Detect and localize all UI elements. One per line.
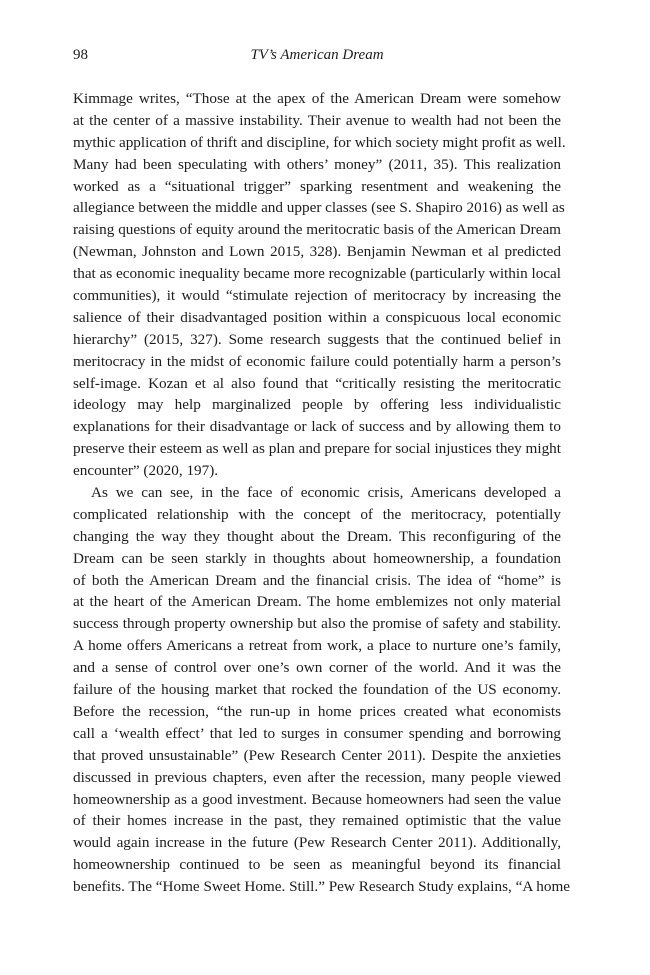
text-line: salience of their disadvantaged position within a conspicuous local economic — [73, 308, 561, 326]
text-line: failure of the housing market that rocked the foundation of the US economy. — [73, 681, 561, 699]
text-line: (Newman, Johnston and Lown 2015, 328). Benjamin Newman et al predicted — [73, 243, 561, 261]
text-line: explanations for their disadvantage or lack of success and by allowing them to — [73, 418, 561, 436]
text-line: would again increase in the future (Pew Research Center 2011). Additionally, — [73, 834, 561, 852]
text-line: homeownership as a good investment. Because homeowners had seen the value — [73, 790, 561, 808]
text-line: of both the American Dream and the financial crisis. The idea of “home” is — [73, 571, 561, 589]
text-line: call a ‘wealth effect’ that led to surges in consumer spending and borrowing — [73, 724, 561, 742]
text-line: mythic application of thrift and discipline, for which society might profit as well. — [73, 133, 566, 151]
text-line: of their homes increase in the past, they remained optimistic that the value — [73, 812, 561, 830]
text-line: communities), it would “stimulate rejection of meritocracy by increasing the — [73, 287, 561, 305]
text-line: ideology may help marginalized people by offering less individualistic — [73, 396, 561, 414]
text-line: preserve their esteem as well as plan and prepare for social injustices they might — [73, 440, 561, 458]
page-header — [73, 44, 561, 66]
page-number: 98 — [73, 47, 88, 63]
paragraph — [73, 482, 571, 898]
running-title: TV’s American Dream — [250, 47, 384, 63]
text-line: As we can see, in the face of economic crisis, Americans developed a — [91, 484, 561, 502]
text-line: encounter” (2020, 197). — [73, 462, 219, 480]
text-line: discussed in previous chapters, even after the recession, many people viewed — [73, 768, 561, 786]
text-line: changing the way they thought about the Dream. This reconfiguring of the — [73, 527, 561, 545]
text-line: raising questions of equity around the meritocratic basis of the American Dream — [73, 221, 561, 239]
text-line: and a sense of control over one’s own corner of the world. And it was the — [73, 659, 561, 677]
text-line: hierarchy” (2015, 327). Some research suggests that the continued belief in — [73, 330, 561, 348]
text-line: at the heart of the American Dream. The home emblemizes not only material — [73, 593, 561, 611]
paragraph — [73, 88, 566, 482]
text-line: homeownership continued to be seen as meaningful beyond its financial — [73, 856, 561, 874]
text-line: benefits. The “Home Sweet Home. Still.” Pew Research Study explains, “A home — [73, 878, 571, 896]
text-line: success through property ownership but also the promise of safety and stability. — [73, 615, 561, 633]
text-line: meritocracy in the midst of economic failure could potentially harm a person’s — [73, 352, 561, 370]
text-line: A home offers Americans a retreat from work, a place to nurture one’s family, — [73, 637, 561, 655]
text-line: worked as a “situational trigger” sparking resentment and weakening the — [73, 177, 561, 195]
text-line: allegiance between the middle and upper classes (see S. Shapiro 2016) as well as — [73, 199, 565, 217]
text-line: that proved unsustainable” (Pew Research Center 2011). Despite the anxieties — [73, 746, 561, 764]
text-line: Many had been speculating with others’ money” (2011, 35). This realization — [73, 155, 561, 173]
text-line: Kimmage writes, “Those at the apex of the American Dream were somehow — [73, 90, 561, 107]
text-line: self-image. Kozan et al also found that “critically resisting the meritocratic — [73, 374, 561, 392]
text-line: Before the recession, “the run-up in home prices created what economists — [73, 702, 561, 720]
body-text — [73, 88, 571, 898]
text-line: Dream can be seen starkly in thoughts about homeownership, a foundation — [73, 549, 561, 567]
text-line: complicated relationship with the concept of the meritocracy, potentially — [73, 505, 561, 523]
text-line: at the center of a massive instability. Their avenue to wealth had not been the — [73, 111, 561, 129]
text-line: that as economic inequality became more recognizable (particularly within local — [73, 265, 561, 283]
